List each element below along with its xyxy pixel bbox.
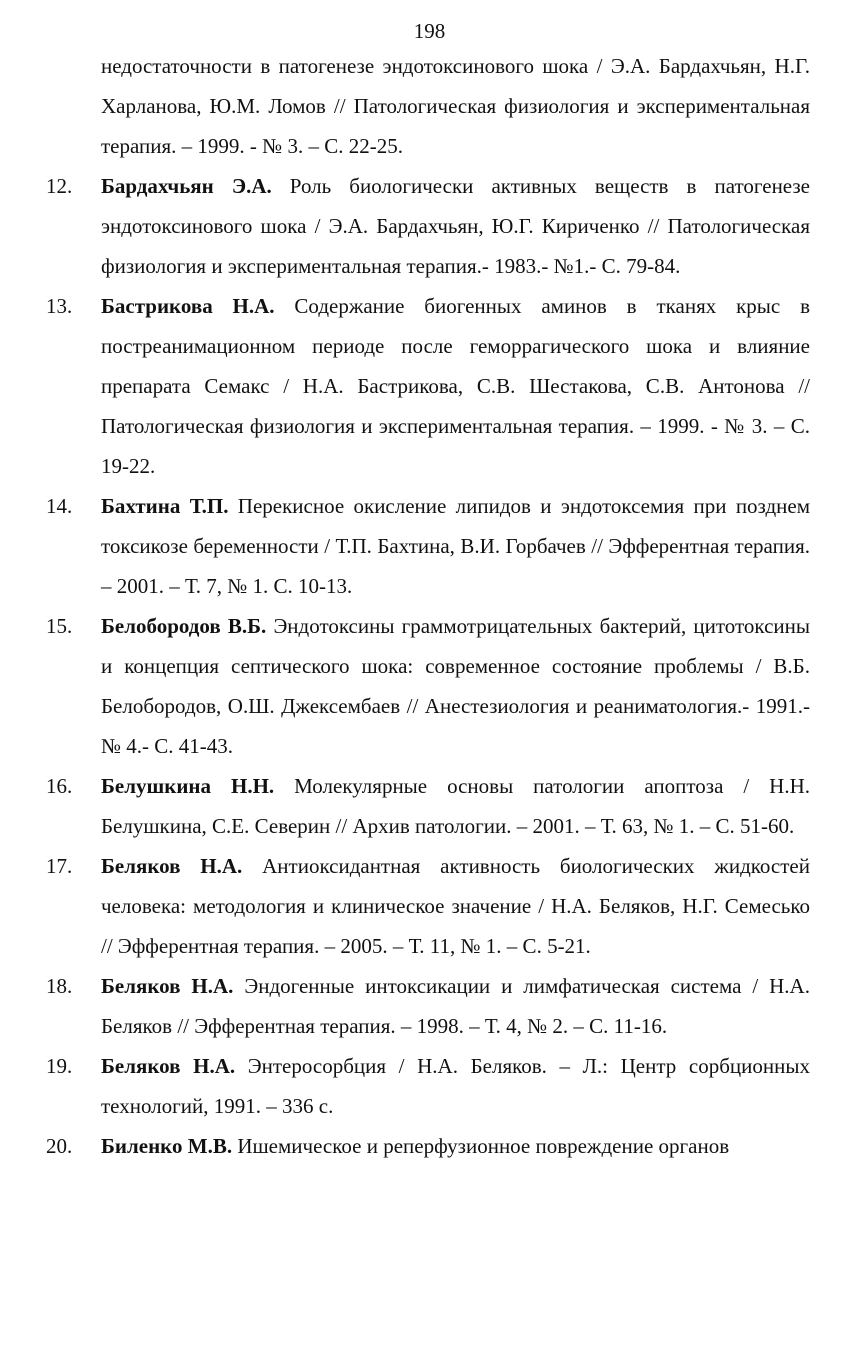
reference-body: Содержание биогенных аминов в тканях крыс в постреанимационном периоде после геморрагического шока и влияние препарата Семакс / Н.А. Бастрикова, С.В. Шестакова, С.В. Антонова // Патологическая физиология и экспериментальная терапия. – 1999. - № 3. – С. 19-22. bbox=[101, 294, 810, 478]
reference-body: Перекисное окисление липидов и эндотоксемия при позднем токсикозе беременности / Т.П. Бахтина, В.И. Горбачев // Эфферентная терапия. – 2001. – Т. 7, № 1. С. 10-13. bbox=[101, 494, 810, 598]
reference-item-15 bbox=[0, 606, 810, 766]
reference-author: Бастрикова Н.А. bbox=[101, 294, 275, 318]
reference-item-13 bbox=[0, 286, 810, 486]
reference-item-19 bbox=[0, 1046, 810, 1126]
reference-author: Беляков Н.А. bbox=[101, 974, 234, 998]
reference-text bbox=[101, 846, 810, 966]
reference-item-16 bbox=[0, 766, 810, 846]
reference-author: Белобородов В.Б. bbox=[101, 614, 267, 638]
reference-number: 15. bbox=[46, 614, 73, 638]
reference-item-17 bbox=[0, 846, 810, 966]
reference-number: 19. bbox=[46, 1054, 73, 1078]
reference-continuation: недостаточности в патогенезе эндотоксинового шока / Э.А. Бардахчьян, Н.Г. Харланова, Ю.М. Ломов // Патологическая физиология и экспериментальная терапия. – 1999. - № 3. – С. 22-25. bbox=[101, 54, 810, 158]
reference-text bbox=[101, 606, 810, 766]
reference-list bbox=[0, 166, 859, 1166]
reference-author: Белушкина Н.Н. bbox=[101, 774, 275, 798]
reference-number: 14. bbox=[46, 494, 73, 518]
reference-item-20 bbox=[0, 1126, 810, 1166]
reference-body: Роль биологически активных веществ в патогенезе эндотоксинового шока / Э.А. Бардахчьян, Ю.Г. Кириченко // Патологическая физиология и экспериментальная терапия.- 1983.- №1.- С. 79-84. bbox=[101, 174, 810, 278]
reference-body: Ишемическое и реперфузионное повреждение органов bbox=[232, 1134, 730, 1158]
reference-number: 12. bbox=[46, 174, 73, 198]
reference-author: Биленко М.В. bbox=[101, 1134, 233, 1158]
reference-author: Бахтина Т.П. bbox=[101, 494, 229, 518]
reference-text bbox=[101, 486, 810, 606]
reference-number: 16. bbox=[46, 774, 73, 798]
reference-item-12 bbox=[0, 166, 810, 286]
reference-text bbox=[101, 1126, 810, 1166]
reference-text bbox=[101, 1046, 810, 1126]
reference-number: 18. bbox=[46, 974, 73, 998]
reference-number: 13. bbox=[46, 294, 73, 318]
reference-body: Антиоксидантная активность биологических жидкостей человека: методология и клиническое значение / Н.А. Беляков, Н.Г. Семесько // Эфферентная терапия. – 2005. – Т. 11, № 1. – С. 5-21. bbox=[101, 854, 810, 958]
reference-author: Беляков Н.А. bbox=[101, 854, 243, 878]
reference-body: Эндотоксины граммотрицательных бактерий, цитотоксины и концепция септического шока: современное состояние проблемы / В.Б. Белобородов, О.Ш. Джексембаев // Анестезиология и реаниматология.- 1991.- № 4.- С. 41-43. bbox=[101, 614, 810, 758]
reference-author: Бардахчьян Э.А. bbox=[101, 174, 272, 198]
reference-item-18 bbox=[0, 966, 810, 1046]
reference-text bbox=[101, 766, 810, 846]
reference-body: Эндогенные интоксикации и лимфатическая система / Н.А. Беляков // Эфферентная терапия. – 1998. – Т. 4, № 2. – С. 11-16. bbox=[101, 974, 810, 1038]
reference-item-14 bbox=[0, 486, 810, 606]
reference-text bbox=[101, 286, 810, 486]
reference-number: 20. bbox=[46, 1134, 73, 1158]
reference-body: Энтеросорбция / Н.А. Беляков. – Л.: Центр сорбционных технологий, 1991. – 336 с. bbox=[101, 1054, 810, 1118]
reference-body: Молекулярные основы патологии апоптоза / Н.Н. Белушкина, С.Е. Северин // Архив патологии. – 2001. – Т. 63, № 1. – С. 51-60. bbox=[101, 774, 811, 838]
reference-number: 17. bbox=[46, 854, 73, 878]
page-number: 198 bbox=[413, 19, 446, 43]
reference-text bbox=[101, 966, 810, 1046]
reference-author: Беляков Н.А. bbox=[101, 1054, 236, 1078]
reference-text bbox=[101, 166, 810, 286]
